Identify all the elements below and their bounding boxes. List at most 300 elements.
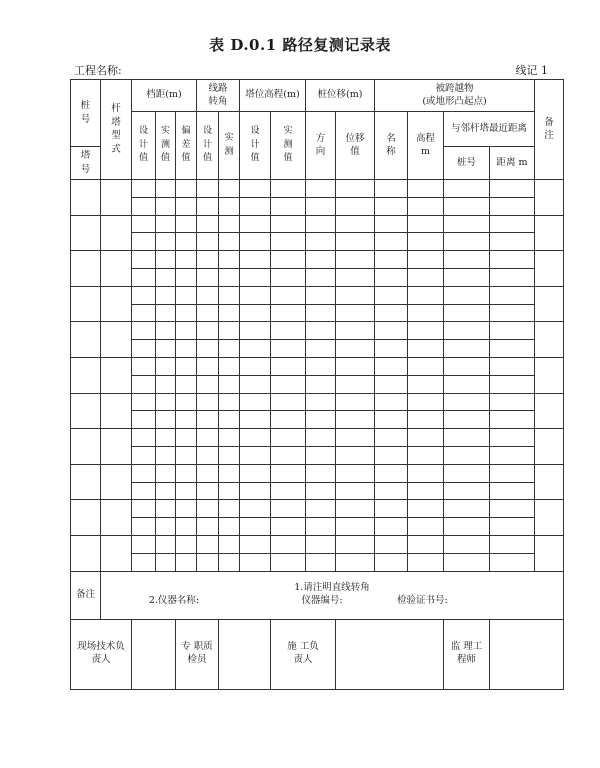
table-cell[interactable] (176, 215, 197, 233)
table-cell[interactable] (156, 446, 176, 464)
table-cell[interactable] (375, 411, 408, 429)
table-cell[interactable] (197, 553, 219, 571)
table-cell[interactable] (271, 518, 306, 536)
table-cell[interactable] (219, 215, 240, 233)
table-cell[interactable] (176, 446, 197, 464)
table-cell[interactable] (375, 482, 408, 500)
table-cell[interactable] (197, 411, 219, 429)
table-cell[interactable] (375, 268, 408, 286)
table-cell[interactable] (336, 464, 375, 482)
table-cell[interactable] (490, 553, 535, 571)
table-cell[interactable] (219, 500, 240, 518)
table-cell[interactable] (490, 286, 535, 304)
table-cell[interactable] (375, 233, 408, 251)
table-cell[interactable] (444, 197, 490, 215)
table-cell[interactable] (176, 393, 197, 411)
table-cell[interactable] (219, 518, 240, 536)
table-cell[interactable] (132, 233, 156, 251)
table-cell[interactable] (336, 429, 375, 447)
table-cell[interactable] (408, 251, 444, 269)
signature-tech-field[interactable] (132, 619, 176, 689)
table-cell[interactable] (336, 446, 375, 464)
table-cell[interactable] (240, 322, 271, 340)
table-cell[interactable] (197, 429, 219, 447)
table-cell[interactable] (132, 464, 156, 482)
table-cell[interactable] (408, 464, 444, 482)
table-cell[interactable] (408, 233, 444, 251)
table-cell[interactable] (306, 482, 336, 500)
table-cell[interactable] (197, 518, 219, 536)
table-cell[interactable] (101, 464, 132, 500)
table-cell[interactable] (197, 446, 219, 464)
table-cell[interactable] (490, 340, 535, 358)
table-cell[interactable] (271, 393, 306, 411)
table-cell[interactable] (197, 393, 219, 411)
table-cell[interactable] (306, 357, 336, 375)
table-cell[interactable] (132, 553, 156, 571)
table-cell[interactable] (271, 215, 306, 233)
table-cell[interactable] (336, 180, 375, 198)
table-cell[interactable] (219, 197, 240, 215)
table-cell[interactable] (176, 411, 197, 429)
table-cell[interactable] (375, 518, 408, 536)
table-cell[interactable] (490, 357, 535, 375)
table-cell[interactable] (306, 553, 336, 571)
table-cell[interactable] (156, 304, 176, 322)
table-cell[interactable] (101, 180, 132, 216)
table-cell[interactable] (101, 251, 132, 287)
table-cell[interactable] (101, 286, 132, 322)
table-cell[interactable] (336, 215, 375, 233)
table-cell[interactable] (490, 411, 535, 429)
table-cell[interactable] (375, 357, 408, 375)
table-cell[interactable] (408, 500, 444, 518)
table-cell[interactable] (408, 482, 444, 500)
table-cell[interactable] (71, 322, 101, 358)
table-cell[interactable] (444, 340, 490, 358)
table-cell[interactable] (132, 375, 156, 393)
table-cell[interactable] (535, 286, 564, 322)
table-cell[interactable] (101, 393, 132, 429)
table-cell[interactable] (306, 286, 336, 304)
table-cell[interactable] (306, 340, 336, 358)
table-cell[interactable] (375, 340, 408, 358)
table-cell[interactable] (240, 500, 271, 518)
table-cell[interactable] (444, 535, 490, 553)
table-cell[interactable] (408, 429, 444, 447)
table-cell[interactable] (444, 553, 490, 571)
table-cell[interactable] (271, 357, 306, 375)
signature-supervisor-field[interactable] (490, 619, 564, 689)
table-cell[interactable] (132, 268, 156, 286)
table-cell[interactable] (240, 251, 271, 269)
table-cell[interactable] (176, 375, 197, 393)
table-cell[interactable] (156, 340, 176, 358)
table-cell[interactable] (132, 180, 156, 198)
table-cell[interactable] (219, 535, 240, 553)
table-cell[interactable] (490, 304, 535, 322)
table-cell[interactable] (101, 429, 132, 465)
table-cell[interactable] (156, 553, 176, 571)
table-cell[interactable] (240, 446, 271, 464)
table-cell[interactable] (71, 535, 101, 571)
table-cell[interactable] (444, 215, 490, 233)
table-cell[interactable] (132, 197, 156, 215)
table-cell[interactable] (240, 375, 271, 393)
table-cell[interactable] (132, 393, 156, 411)
table-cell[interactable] (176, 535, 197, 553)
table-cell[interactable] (375, 553, 408, 571)
table-cell[interactable] (176, 268, 197, 286)
table-cell[interactable] (132, 357, 156, 375)
table-cell[interactable] (444, 375, 490, 393)
table-cell[interactable] (132, 304, 156, 322)
table-cell[interactable] (490, 500, 535, 518)
table-cell[interactable] (132, 286, 156, 304)
signature-construction-field[interactable] (336, 619, 444, 689)
table-cell[interactable] (490, 233, 535, 251)
table-cell[interactable] (132, 322, 156, 340)
table-cell[interactable] (375, 322, 408, 340)
table-cell[interactable] (219, 180, 240, 198)
table-cell[interactable] (444, 482, 490, 500)
table-cell[interactable] (535, 357, 564, 393)
table-cell[interactable] (535, 322, 564, 358)
table-cell[interactable] (176, 197, 197, 215)
table-cell[interactable] (375, 446, 408, 464)
table-cell[interactable] (490, 197, 535, 215)
table-cell[interactable] (408, 357, 444, 375)
table-cell[interactable] (444, 464, 490, 482)
table-cell[interactable] (444, 446, 490, 464)
table-cell[interactable] (156, 375, 176, 393)
table-cell[interactable] (240, 518, 271, 536)
table-cell[interactable] (71, 180, 101, 216)
table-cell[interactable] (197, 322, 219, 340)
table-cell[interactable] (336, 482, 375, 500)
table-cell[interactable] (240, 286, 271, 304)
table-cell[interactable] (197, 482, 219, 500)
table-cell[interactable] (240, 268, 271, 286)
table-cell[interactable] (271, 375, 306, 393)
table-cell[interactable] (71, 393, 101, 429)
table-cell[interactable] (535, 393, 564, 429)
table-cell[interactable] (444, 411, 490, 429)
table-cell[interactable] (71, 286, 101, 322)
table-cell[interactable] (197, 268, 219, 286)
table-cell[interactable] (219, 233, 240, 251)
table-cell[interactable] (156, 535, 176, 553)
table-cell[interactable] (408, 393, 444, 411)
table-cell[interactable] (156, 357, 176, 375)
table-cell[interactable] (444, 268, 490, 286)
table-cell[interactable] (336, 233, 375, 251)
table-cell[interactable] (176, 482, 197, 500)
table-cell[interactable] (336, 197, 375, 215)
table-cell[interactable] (490, 446, 535, 464)
table-cell[interactable] (240, 535, 271, 553)
table-cell[interactable] (271, 251, 306, 269)
table-cell[interactable] (306, 464, 336, 482)
table-cell[interactable] (306, 429, 336, 447)
table-cell[interactable] (156, 251, 176, 269)
table-cell[interactable] (219, 322, 240, 340)
table-cell[interactable] (408, 322, 444, 340)
table-cell[interactable] (444, 304, 490, 322)
table-cell[interactable] (375, 215, 408, 233)
table-cell[interactable] (132, 482, 156, 500)
table-cell[interactable] (101, 322, 132, 358)
table-cell[interactable] (408, 180, 444, 198)
table-cell[interactable] (219, 357, 240, 375)
table-cell[interactable] (306, 304, 336, 322)
table-cell[interactable] (176, 357, 197, 375)
table-cell[interactable] (375, 393, 408, 411)
table-cell[interactable] (271, 322, 306, 340)
table-cell[interactable] (156, 518, 176, 536)
table-cell[interactable] (444, 233, 490, 251)
table-cell[interactable] (271, 197, 306, 215)
table-cell[interactable] (219, 411, 240, 429)
table-cell[interactable] (306, 393, 336, 411)
table-cell[interactable] (306, 268, 336, 286)
table-cell[interactable] (71, 215, 101, 251)
table-cell[interactable] (219, 429, 240, 447)
table-cell[interactable] (271, 464, 306, 482)
table-cell[interactable] (375, 464, 408, 482)
table-cell[interactable] (240, 393, 271, 411)
table-cell[interactable] (176, 518, 197, 536)
table-cell[interactable] (219, 553, 240, 571)
table-cell[interactable] (306, 535, 336, 553)
table-cell[interactable] (408, 553, 444, 571)
table-cell[interactable] (101, 357, 132, 393)
table-cell[interactable] (240, 304, 271, 322)
table-cell[interactable] (101, 215, 132, 251)
table-cell[interactable] (535, 429, 564, 465)
table-cell[interactable] (444, 251, 490, 269)
table-cell[interactable] (375, 286, 408, 304)
table-cell[interactable] (156, 429, 176, 447)
table-cell[interactable] (176, 553, 197, 571)
table-cell[interactable] (306, 446, 336, 464)
table-cell[interactable] (490, 518, 535, 536)
table-cell[interactable] (176, 322, 197, 340)
table-cell[interactable] (197, 375, 219, 393)
table-cell[interactable] (336, 268, 375, 286)
table-cell[interactable] (490, 482, 535, 500)
table-cell[interactable] (132, 340, 156, 358)
table-cell[interactable] (197, 286, 219, 304)
table-cell[interactable] (375, 535, 408, 553)
table-cell[interactable] (444, 518, 490, 536)
table-cell[interactable] (132, 251, 156, 269)
table-cell[interactable] (490, 322, 535, 340)
table-cell[interactable] (176, 233, 197, 251)
table-cell[interactable] (271, 268, 306, 286)
table-cell[interactable] (156, 233, 176, 251)
signature-qc-field[interactable] (219, 619, 271, 689)
table-cell[interactable] (176, 304, 197, 322)
table-cell[interactable] (336, 322, 375, 340)
table-cell[interactable] (271, 180, 306, 198)
table-cell[interactable] (408, 215, 444, 233)
table-cell[interactable] (336, 500, 375, 518)
table-cell[interactable] (176, 429, 197, 447)
table-cell[interactable] (156, 500, 176, 518)
table-cell[interactable] (156, 393, 176, 411)
table-cell[interactable] (408, 518, 444, 536)
table-cell[interactable] (240, 357, 271, 375)
table-cell[interactable] (408, 446, 444, 464)
table-cell[interactable] (132, 518, 156, 536)
table-cell[interactable] (336, 304, 375, 322)
table-cell[interactable] (490, 393, 535, 411)
table-cell[interactable] (444, 393, 490, 411)
table-cell[interactable] (197, 251, 219, 269)
table-cell[interactable] (490, 215, 535, 233)
table-cell[interactable] (156, 411, 176, 429)
table-cell[interactable] (306, 251, 336, 269)
table-cell[interactable] (375, 197, 408, 215)
table-cell[interactable] (71, 357, 101, 393)
table-cell[interactable] (336, 375, 375, 393)
table-cell[interactable] (71, 429, 101, 465)
table-cell[interactable] (306, 411, 336, 429)
table-cell[interactable] (197, 500, 219, 518)
table-cell[interactable] (156, 215, 176, 233)
table-cell[interactable] (444, 429, 490, 447)
table-cell[interactable] (219, 251, 240, 269)
table-cell[interactable] (240, 180, 271, 198)
table-cell[interactable] (444, 357, 490, 375)
table-cell[interactable] (197, 464, 219, 482)
table-cell[interactable] (408, 304, 444, 322)
table-cell[interactable] (375, 500, 408, 518)
table-cell[interactable] (375, 304, 408, 322)
table-cell[interactable] (535, 215, 564, 251)
table-cell[interactable] (156, 322, 176, 340)
table-cell[interactable] (408, 535, 444, 553)
table-cell[interactable] (197, 535, 219, 553)
table-cell[interactable] (219, 375, 240, 393)
table-cell[interactable] (156, 180, 176, 198)
table-cell[interactable] (490, 464, 535, 482)
table-cell[interactable] (408, 286, 444, 304)
table-cell[interactable] (71, 500, 101, 536)
table-cell[interactable] (375, 180, 408, 198)
table-cell[interactable] (197, 304, 219, 322)
table-cell[interactable] (197, 180, 219, 198)
table-cell[interactable] (240, 553, 271, 571)
table-cell[interactable] (219, 446, 240, 464)
table-cell[interactable] (336, 553, 375, 571)
table-cell[interactable] (240, 482, 271, 500)
table-cell[interactable] (490, 535, 535, 553)
table-cell[interactable] (132, 429, 156, 447)
table-cell[interactable] (535, 251, 564, 287)
table-cell[interactable] (197, 215, 219, 233)
table-cell[interactable] (271, 304, 306, 322)
table-cell[interactable] (156, 268, 176, 286)
table-cell[interactable] (444, 180, 490, 198)
table-cell[interactable] (336, 357, 375, 375)
table-cell[interactable] (271, 411, 306, 429)
table-cell[interactable] (132, 446, 156, 464)
table-cell[interactable] (240, 197, 271, 215)
table-cell[interactable] (240, 215, 271, 233)
table-cell[interactable] (306, 180, 336, 198)
table-cell[interactable] (271, 429, 306, 447)
table-cell[interactable] (336, 393, 375, 411)
table-cell[interactable] (336, 411, 375, 429)
table-cell[interactable] (271, 446, 306, 464)
table-cell[interactable] (408, 340, 444, 358)
table-cell[interactable] (101, 500, 132, 536)
table-cell[interactable] (240, 233, 271, 251)
table-cell[interactable] (240, 340, 271, 358)
table-cell[interactable] (490, 180, 535, 198)
table-cell[interactable] (176, 251, 197, 269)
table-cell[interactable] (535, 464, 564, 500)
table-cell[interactable] (197, 340, 219, 358)
table-cell[interactable] (219, 393, 240, 411)
table-cell[interactable] (197, 233, 219, 251)
table-cell[interactable] (336, 251, 375, 269)
table-cell[interactable] (535, 535, 564, 571)
table-cell[interactable] (156, 286, 176, 304)
table-cell[interactable] (156, 197, 176, 215)
table-cell[interactable] (336, 518, 375, 536)
table-cell[interactable] (132, 500, 156, 518)
table-cell[interactable] (444, 500, 490, 518)
table-cell[interactable] (71, 464, 101, 500)
table-cell[interactable] (240, 464, 271, 482)
table-cell[interactable] (375, 429, 408, 447)
table-cell[interactable] (306, 500, 336, 518)
table-cell[interactable] (197, 357, 219, 375)
table-cell[interactable] (176, 340, 197, 358)
table-cell[interactable] (535, 500, 564, 536)
table-cell[interactable] (132, 535, 156, 553)
table-cell[interactable] (156, 464, 176, 482)
table-cell[interactable] (176, 286, 197, 304)
table-cell[interactable] (271, 340, 306, 358)
table-cell[interactable] (408, 268, 444, 286)
table-cell[interactable] (336, 340, 375, 358)
table-cell[interactable] (132, 215, 156, 233)
table-cell[interactable] (219, 268, 240, 286)
table-cell[interactable] (71, 251, 101, 287)
table-cell[interactable] (408, 197, 444, 215)
table-cell[interactable] (306, 215, 336, 233)
table-cell[interactable] (132, 411, 156, 429)
table-cell[interactable] (271, 482, 306, 500)
table-cell[interactable] (271, 286, 306, 304)
table-cell[interactable] (490, 268, 535, 286)
table-cell[interactable] (176, 500, 197, 518)
table-cell[interactable] (336, 535, 375, 553)
table-cell[interactable] (219, 464, 240, 482)
table-cell[interactable] (271, 233, 306, 251)
table-cell[interactable] (271, 535, 306, 553)
table-cell[interactable] (490, 429, 535, 447)
table-cell[interactable] (490, 375, 535, 393)
table-cell[interactable] (375, 251, 408, 269)
table-cell[interactable] (306, 518, 336, 536)
table-cell[interactable] (306, 375, 336, 393)
table-cell[interactable] (271, 553, 306, 571)
